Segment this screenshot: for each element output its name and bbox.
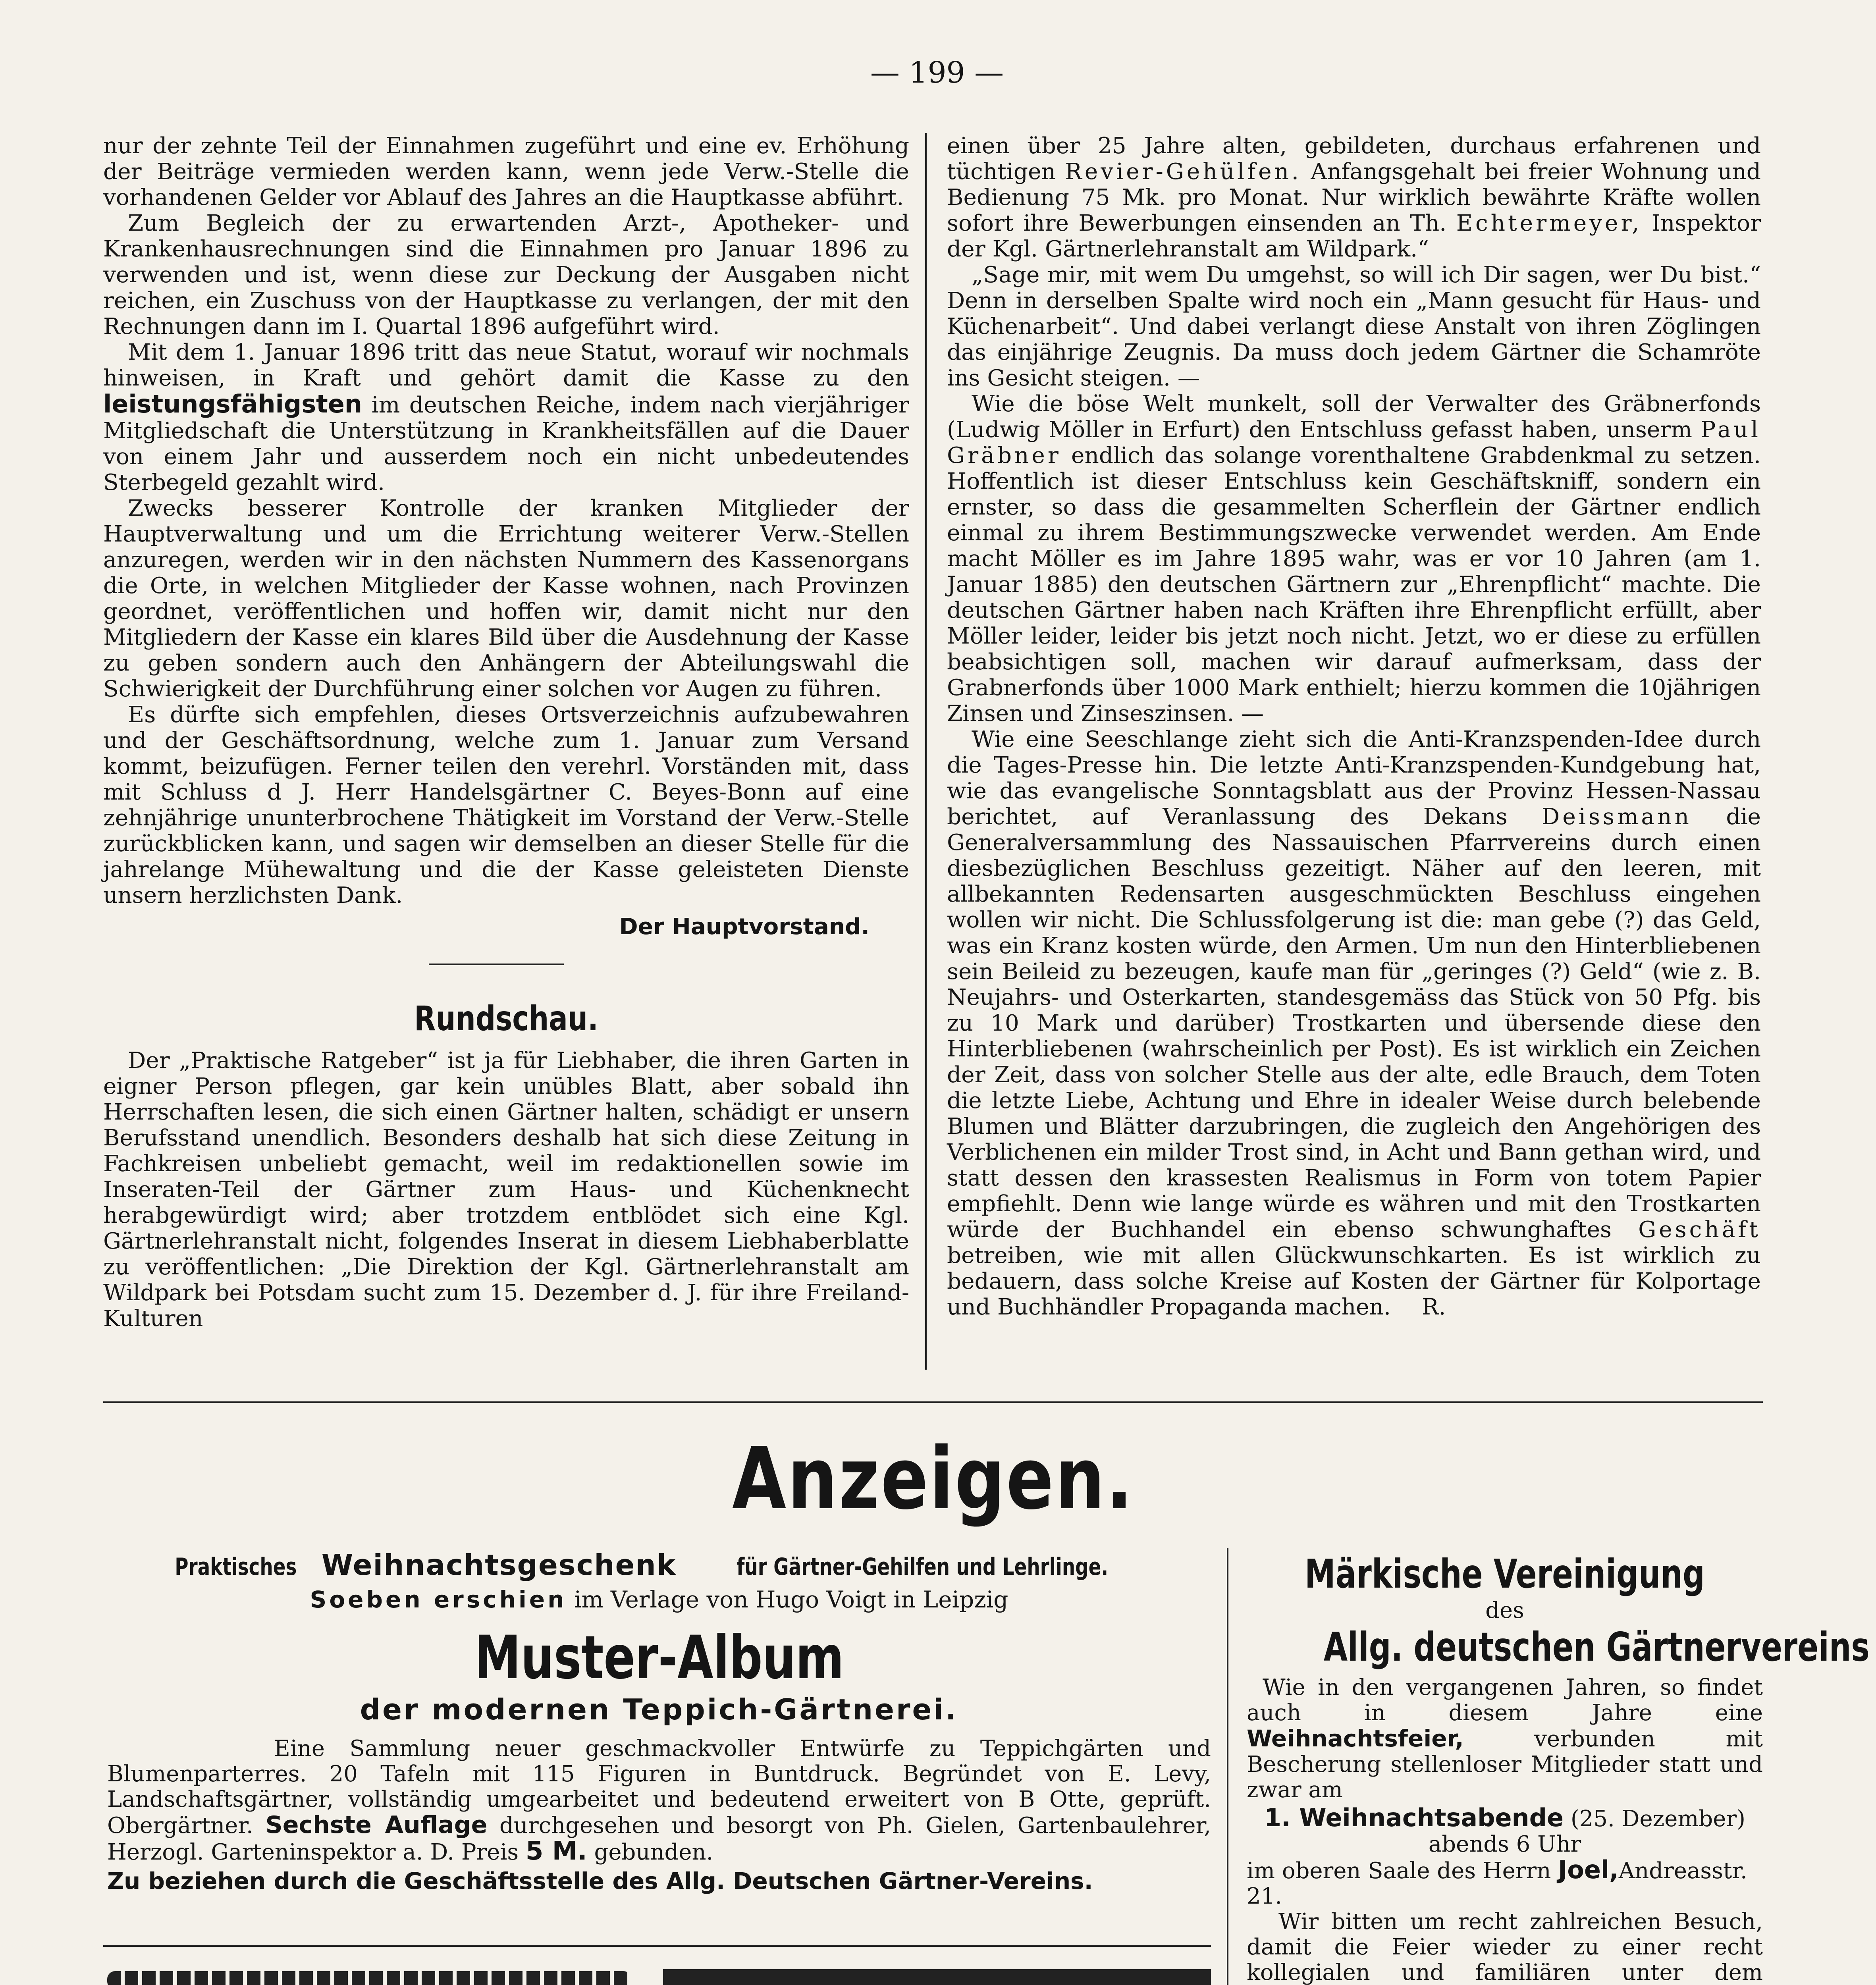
paragraph: Zwecks besserer Kontrolle der kranken Mitglieder der Hauptverwaltung und um die Errichtung weiterer Verw.-Stellen anzuregen, werden wir in den nächsten Nummern des Kassenorgans die Orte, in welchen Mitglieder der Kasse wohnen, nach Provinzen geordnet, veröffentlichen und hoffen wir, damit nicht nur den Mitgliedern der Kasse ein klares Bild über die Ausdehnung der Kasse zu geben sondern auch den Anhängern der Abteilungswahl die Schwierigkeit der Durchführung einer solchen vor Augen zu führen.: [103, 495, 909, 702]
section-divider: [429, 964, 564, 965]
left-column: [103, 133, 909, 1332]
decorative-border: [107, 1971, 631, 1985]
ad-title-muster-album: Muster-Album: [474, 1623, 844, 1692]
ad-header-bar: [663, 1969, 1211, 1985]
ad-muster-album: Praktisches Weihnachtsgeschenk für Gärtner-Gehilfen und Lehrlinge. Soeben erschien im Verlage von Hugo Voigt in Leipzig Muster-Album der modernen Teppich-Gärtnerei. Eine Sammlung neuer geschmackvoller Entwürfe zu Teppichgärten und Blumenparterres. 20 Tafeln mit 115 Figuren in Buntdruck. Begründet von E. Levy, Landschaftsgärtner, vollständig umgearbeitet und bedeutend erweitert von B Otte, geprüft. Obergärtner. Sechste Auflage durchgesehen und besorgt von Ph. Gielen, Gartenbaulehrer, Herzogl. Garteninspektor a. D. Preis 5 M. gebunden. Zu beziehen durch die Geschäftsstelle des Allg. Deutschen Gärtner-Vereins.: [107, 1548, 1211, 1894]
signature-hauptvorstand: Der Hauptvorstand.: [619, 914, 870, 940]
ad-maerkische-vereinigung: Märkische Vereinigung des Allg. deutschen Gärtnervereins Wie in den vergangenen Jahren, so findet auch in diesem Jahre eine Weihnachtsfeier, verbunden mit Bescherung stellenloser Mitglieder statt und zwar am 1. Weihnachtsabende (25. Dezember) abends 6 Uhr im oberen Saale des Herrn Joel,Andreasstr. 21. Wir bitten um recht zahlreichen Besuch, damit die Feier wieder zu einer recht kollegialen und familiären unter dem: [1247, 1551, 1870, 1985]
column-divider: [1227, 1548, 1228, 1985]
right-column: [947, 133, 1761, 1320]
paragraph: Zum Begleich der zu erwartenden Arzt-, Apotheker- und Krankenhausrechnungen sind die Einnahmen pro Januar 1896 zu verwenden und ist, wenn diese zur Deckung der Ausgaben nicht reichen, ein Zuschuss von der Hauptkasse zu verlangen, der mit den Rechnungen dann im I. Quartal 1896 aufgeführt wird.: [103, 210, 909, 339]
paragraph: Wie eine Seeschlange zieht sich die Anti-Kranzspenden-Idee durch die Tages-Presse hin. Die letzte Anti-Kranzspenden-Kundgebung hat, wie das evangelische Sonntagsblatt aus der Provinz Hessen-Nassau berichtet, auf Veranlassung des Dekans Deissmann die Generalversammlung des Nassauischen Pfarrvereins durch einen diesbezüglichen Beschluss gezeitigt. Näher auf den leeren, mit allbekannten Redensarten ausgeschmückten Beschluss eingehen wollen wir nicht. Die Schlussfolgerung ist die: man gebe (?) das Geld, was ein Kranz kosten würde, den Armen. Um nun den Hinterbliebenen sein Beileid zu bezeugen, kaufe man für „geringes (?) Geld“ (wie z. B. Neujahrs- und Osterkarten, standesgemäss das Stück von 50 Pfg. bis zu 10 Mark und darüber) Trostkarten und übersende diese den Hinterbliebenen (wahrscheinlich per Post). Es ist wirklich ein Zeichen der Zeit, dass von solcher Stelle aus der alte, edle Brauch, dem Toten die letzte Liebe, Achtung und Ehre in idealer Weise durch belebende Blumen und Blätter darzubringen, die zugleich den Angehörigen des Verblichenen ein milder Trost sind, in Acht und Bann gethan wird, und statt dessen den krassesten Realismus in Form von totem Papier empfiehlt. Denn wie lange würde es währen und mit den Trostkarten würde der Buchhandel ein ebenso schwunghaftes Geschäft betreiben, wie mit allen Glückwunschkarten. Es ist wirklich zu bedauern, dass solche Kreise auf Kosten der Gärtner für Kolportage und Buchhändler Propaganda machen. R.: [947, 727, 1761, 1320]
paragraph: nur der zehnte Teil der Einnahmen zugeführt und eine ev. Erhöhung der Beiträge vermieden werden kann, wenn jede Verw.-Stelle die vorhandenen Gelder vor Ablauf des Jahres an die Hauptkasse abführt.: [103, 133, 909, 210]
emphasis-text: leistungsfähigsten: [103, 389, 362, 418]
paragraph: Wie die böse Welt munkelt, soll der Verwalter des Gräbnerfonds (Ludwig Möller in Erfurt) den Entschluss gefasst haben, unserm Paul Gräbner endlich das solange vorenthaltene Grabdenkmal zu setzen. Hoffentlich ist dieser Entschluss kein Geschäftskniff, sondern ein ernster, so dass die gesammelten Scherflein der Gärtner endlich einmal zu ihrem Bestimmungszwecke verwendet werden. Am Ende macht Möller es im Jahre 1895 wahr, was er vor 10 Jahren (am 1. Januar 1885) den deutschen Gärtnern zur „Ehrenpflicht“ machte. Die deutschen Gärtner haben nach Kräften ihre Ehrenpflicht erfüllt, aber Möller leider, leider bis jetzt noch nicht. Jetzt, wo er diese zu erfüllen beabsichtigen soll, machen wir darauf aufmerksam, dass der Grabnerfonds über 1000 Mark enthielt; hierzu kommen die 10jährigen Zinsen und Zinseszinsen. —: [947, 391, 1761, 727]
advertisements-title: Anzeigen.: [732, 1429, 1134, 1528]
paragraph: einen über 25 Jahre alten, gebildeten, durchaus erfahrenen und tüchtigen Revier-Gehülfen. Anfangsgehalt bei freier Wohnung und Bedienung 75 Mk. pro Monat. Nur wirklich bewährte Kräfte wollen sofort ihre Bewerbungen einsenden an Th. Echtermeyer, Inspektor der Kgl. Gärtnerlehranstalt am Wildpark.“: [947, 133, 1761, 262]
column-divider: [925, 133, 927, 1370]
paragraph: Mit dem 1. Januar 1896 tritt das neue Statut, worauf wir nochmals hinweisen, in Kraft und gehört damit die Kasse zu den leistungsfähigsten im deutschen Reiche, indem nach vierjähriger Mitgliedschaft die Unterstützung in Krankheitsfällen auf die Dauer von einem Jahr und ausserdem noch ein nicht unbedeutendes Sterbegeld gezahlt wird.: [103, 339, 909, 495]
ad-subtitle: der modernen Teppich-Gärtnerei.: [360, 1693, 958, 1726]
ad-rule: [103, 1945, 1211, 1947]
paragraph: Es dürfte sich empfehlen, dieses Ortsverzeichnis aufzubewahren und der Geschäftsordnung, welche zum 1. Januar zum Versand kommt, beizufügen. Ferner teilen den verehrl. Vorständen mit, dass mit Schluss d J. Herr Handelsgärtner C. Beyes-Bonn auf eine zehnjährige ununterbrochene Thätigkeit im Vorstand der Verw.-Stelle zurückblicken kann, und sagen wir demselben an dieser Stelle für die jahrelange Mühewaltung und die der Kasse geleisteten Dienste unsern herzlichsten Dank.: [103, 702, 909, 908]
ad-title-maerkische: Märkische Vereinigung: [1305, 1551, 1705, 1597]
section-heading-rundschau: Rundschau.: [414, 999, 598, 1039]
ad-footer: Zu beziehen durch die Geschäftsstelle des Allg. Deutschen Gärtner-Vereins.: [107, 1867, 1093, 1894]
section-rule: [103, 1401, 1763, 1403]
paragraph: Der „Praktische Ratgeber“ ist ja für Liebhaber, die ihren Garten in eigner Person pflegen, gar kein unübles Blatt, aber sobald ihn Herrschaften lesen, die sich einen Gärtner halten, schädigt er unsern Berufsstand unendlich. Besonders deshalb hat sich diese Zeitung in Fachkreisen unbeliebt gemacht, weil im redaktionellen sowie im Inseraten-Teil der Gärtner zum Haus- und Küchenknecht herabgewürdigt wird; aber trotzdem entblödet sich eine Kgl. Gärtnerlehranstalt nicht, folgendes Inserat in diesem Liebhaberblatte zu veröffentlichen: „Die Direktion der Kgl. Gärtnerlehranstalt am Wildpark bei Potsdam sucht zum 15. Dezember d. J. für ihre Freiland-Kulturen: [103, 1048, 909, 1332]
page-number: — 199 —: [870, 56, 1004, 90]
paragraph: „Sage mir, mit wem Du umgehst, so will ich Dir sagen, wer Du bist.“ Denn in derselben Spalte wird noch ein „Mann gesucht für Haus- und Küchenarbeit“. Und dabei verlangt diese Anstalt von ihren Zöglingen das einjährige Zeugnis. Da muss doch jedem Gärtner die Schamröte ins Gesicht steigen. —: [947, 262, 1761, 391]
signature-r: R.: [1421, 1294, 1446, 1320]
